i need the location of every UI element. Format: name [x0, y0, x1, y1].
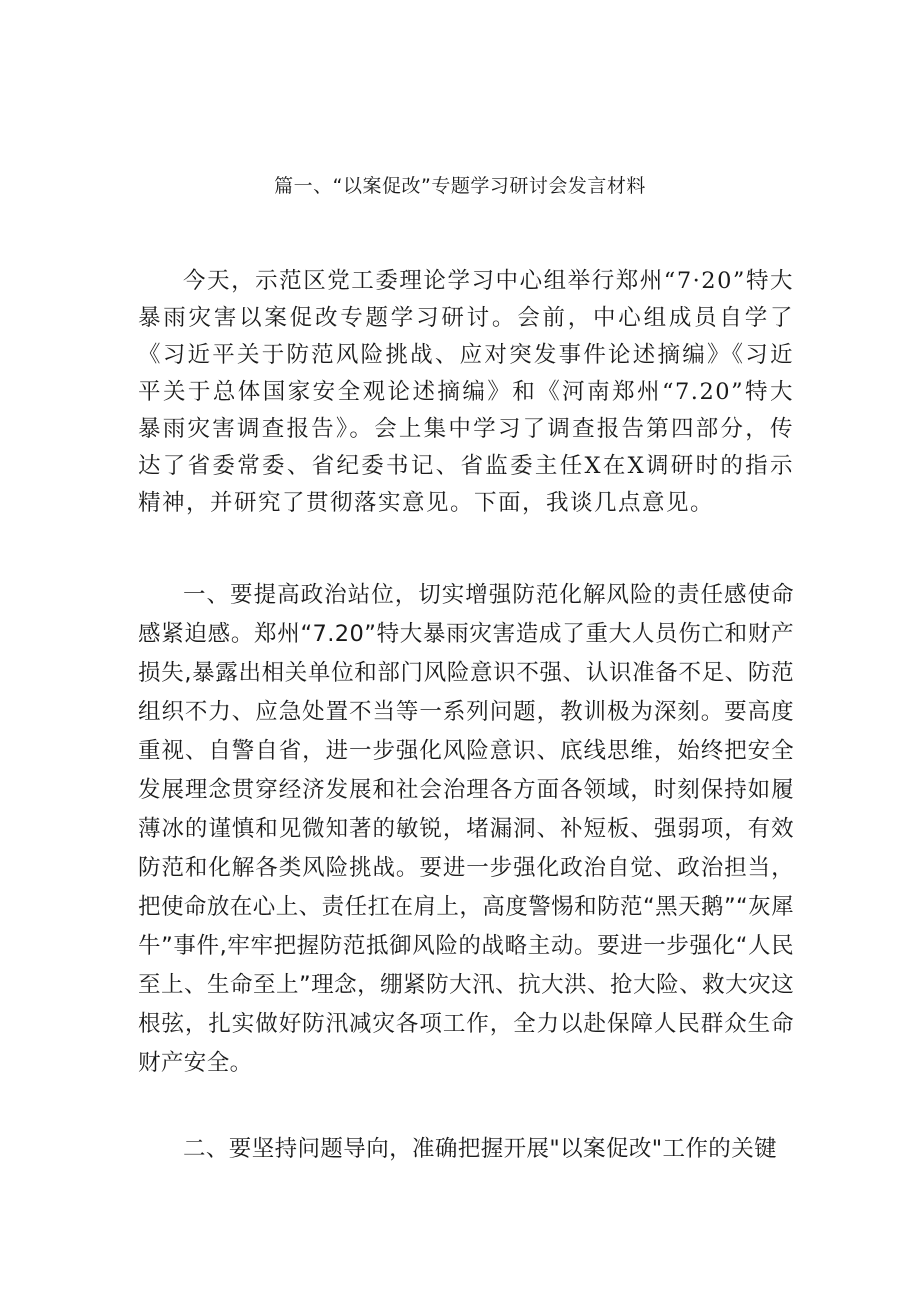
paragraph-intro: 今天，示范区党工委理论学习中心组举行郑州“7·20”特大暴雨灾害以案促改专题学习研讨。会前，中心组成员自学了《习近平关于防范风险挑战、应对突发事件论述摘编》《习近平关于总体国家安全观论述摘编》和《河南郑州“7.20”特大暴雨灾害调查报告》。会上集中学习了调查报告第四部分，传达了省委常委、省纪委书记、省监委主任X在X调研时的指示精神，并研究了贯彻落实意见。下面，我谈几点意见。 — [138, 268, 794, 516]
document-title: 篇一、“以案促改”专题学习研讨会发言材料 — [274, 175, 646, 197]
paragraph-point-one: 一、要提高政治站位，切实增强防范化解风险的责任感使命感紧迫感。郑州“7.20”特大暴雨灾害造成了重大人员伤亡和财产损失,暴露出相关单位和部门风险意识不强、认识准备不足、防范组织不力、应急处置不当等一系列问题，教训极为深刻。要高度重视、自警自省，进一步强化风险意识、底线思维，始终把安全发展理念贯穿经济发展和社会治理各方面各领域，时刻保持如履薄冰的谨慎和见微知著的敏锐，堵漏洞、补短板、强弱项，有效防范和化解各类风险挑战。要进一步强化政治自觉、政治担当，把使命放在心上、责任扛在肩上，高度警惕和防范“黑天鹅”“灰犀牛”事件,牢牢把握防范抵御风险的战略主动。要进一步强化“人民至上、生命至上”理念，绷紧防大汛、抗大洪、抢大险、救大灾这根弦，扎实做好防汛减灾各项工作，全力以赴保障人民群众生命财产安全。 — [138, 582, 794, 1076]
paragraph-point-two: 二、要坚持问题导向，准确把握开展"以案促改"工作的关键 — [183, 1136, 777, 1162]
